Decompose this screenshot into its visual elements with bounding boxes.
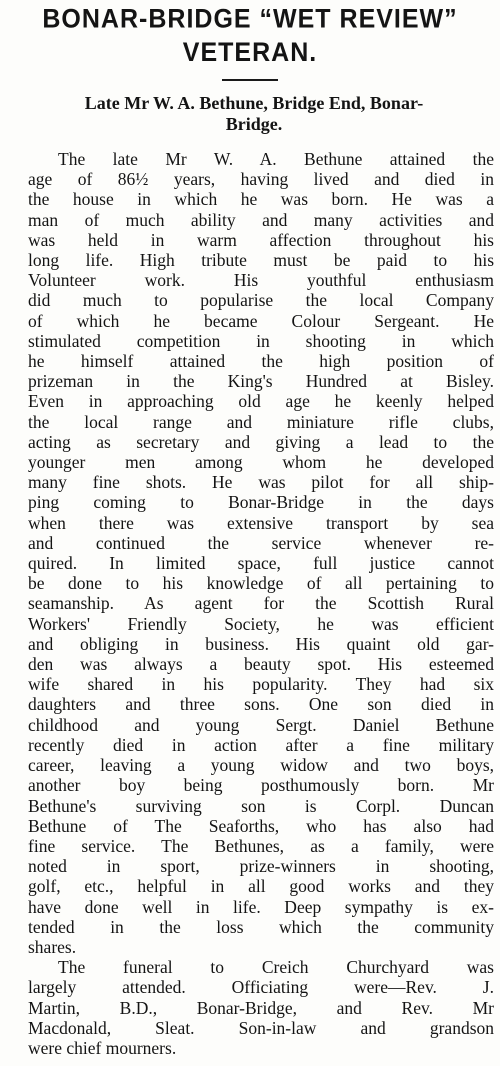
- article-line: recently died in action after a fine military: [28, 734, 494, 755]
- article-line: have done well in life. Deep sympathy is ex-: [28, 896, 494, 917]
- article-line: were chief mourners.: [28, 1037, 177, 1058]
- divider-rule: [222, 79, 278, 81]
- headline: [0, 0, 500, 70]
- article-line: tended in the loss which the community: [28, 916, 494, 937]
- article-line: many fine shots. He was pilot for all ship-: [28, 472, 494, 493]
- article-line: fine service. The Bethunes, as a family, were: [28, 835, 494, 856]
- article-line: stimulated competition in shooting in which: [28, 330, 494, 351]
- article-line: seamanship. As agent for the Scottish Rural: [28, 593, 494, 614]
- article-line: Even in approaching old age he keenly helped: [28, 391, 494, 412]
- subheadline-line-1: Late Mr W. A. Bethune, Bridge End, Bonar-: [84, 93, 424, 113]
- article-line: and continued the service whenever re-: [28, 532, 494, 553]
- article-line: be done to his knowledge of all pertaining to: [28, 573, 494, 594]
- article-line: age of 86½ years, having lived and died in: [28, 169, 494, 190]
- article-line: largely attended. Officiating were—Rev. J.: [28, 977, 494, 998]
- article-line: ping coming to Bonar-Bridge in the days: [28, 492, 494, 513]
- article-line: den was always a beauty spot. His esteemed: [28, 654, 494, 675]
- article-line: the house in which he was born. He was a: [28, 189, 494, 210]
- article-line: daughters and three sons. One son died in: [28, 694, 494, 715]
- article-line: did much to popularise the local Company: [28, 290, 494, 311]
- article-line: wife shared in his popularity. They had six: [28, 674, 494, 695]
- article-line: Volunteer work. His youthful enthusiasm: [28, 270, 494, 291]
- article-line: Workers' Friendly Society, he was efficient: [28, 613, 494, 634]
- article-line: noted in sport, prize-winners in shooting,: [28, 856, 494, 877]
- article-line: was held in warm affection throughout his: [28, 229, 494, 250]
- article-line: shares.: [28, 936, 77, 957]
- subheadline: [22, 93, 486, 135]
- article-line: career, leaving a young widow and two boys,: [28, 755, 494, 776]
- article-line: of which he became Colour Sergeant. He: [28, 310, 494, 331]
- article-line: the local range and miniature rifle clubs,: [28, 411, 494, 432]
- article-line: quired. In limited space, full justice cannot: [28, 553, 494, 574]
- article-paragraph: [28, 957, 494, 1058]
- article-body: [28, 149, 494, 1058]
- headline-line-2: VETERAN.: [182, 37, 318, 68]
- subheadline-line-2: Bridge.: [225, 114, 283, 134]
- article-line: and obliging in business. His quaint old gar-: [28, 633, 494, 654]
- article-line: childhood and young Sergt. Daniel Bethune: [28, 714, 494, 735]
- article-line: Macdonald, Sleat. Son-in-law and grandson: [28, 1017, 494, 1038]
- article-line: he himself attained the high position of: [28, 351, 494, 372]
- article-line: Bethune of The Seaforths, who has also had: [28, 815, 494, 836]
- article-line: The funeral to Creich Churchyard was: [58, 957, 494, 978]
- article-line: long life. High tribute must be paid to his: [28, 250, 494, 271]
- article-line: Bethune's surviving son is Corpl. Duncan: [28, 795, 494, 816]
- article-line: another boy being posthumously born. Mr: [28, 775, 494, 796]
- article-line: prizeman in the King's Hundred at Bisley.: [28, 371, 494, 392]
- headline-line-1: BONAR-BRIDGE “WET REVIEW”: [42, 3, 458, 35]
- article-paragraph: [28, 149, 494, 957]
- article-line: The late Mr W. A. Bethune attained the: [58, 149, 494, 169]
- article-line: younger men among whom he developed: [28, 452, 494, 473]
- article-line: golf, etc., helpful in all good works and they: [28, 876, 494, 897]
- article-line: man of much ability and many activities and: [28, 209, 494, 230]
- article-line: Martin, B.D., Bonar-Bridge, and Rev. Mr: [28, 997, 494, 1018]
- article-line: when there was extensive transport by sea: [28, 512, 494, 533]
- article-line: acting as secretary and giving a lead to the: [28, 431, 494, 452]
